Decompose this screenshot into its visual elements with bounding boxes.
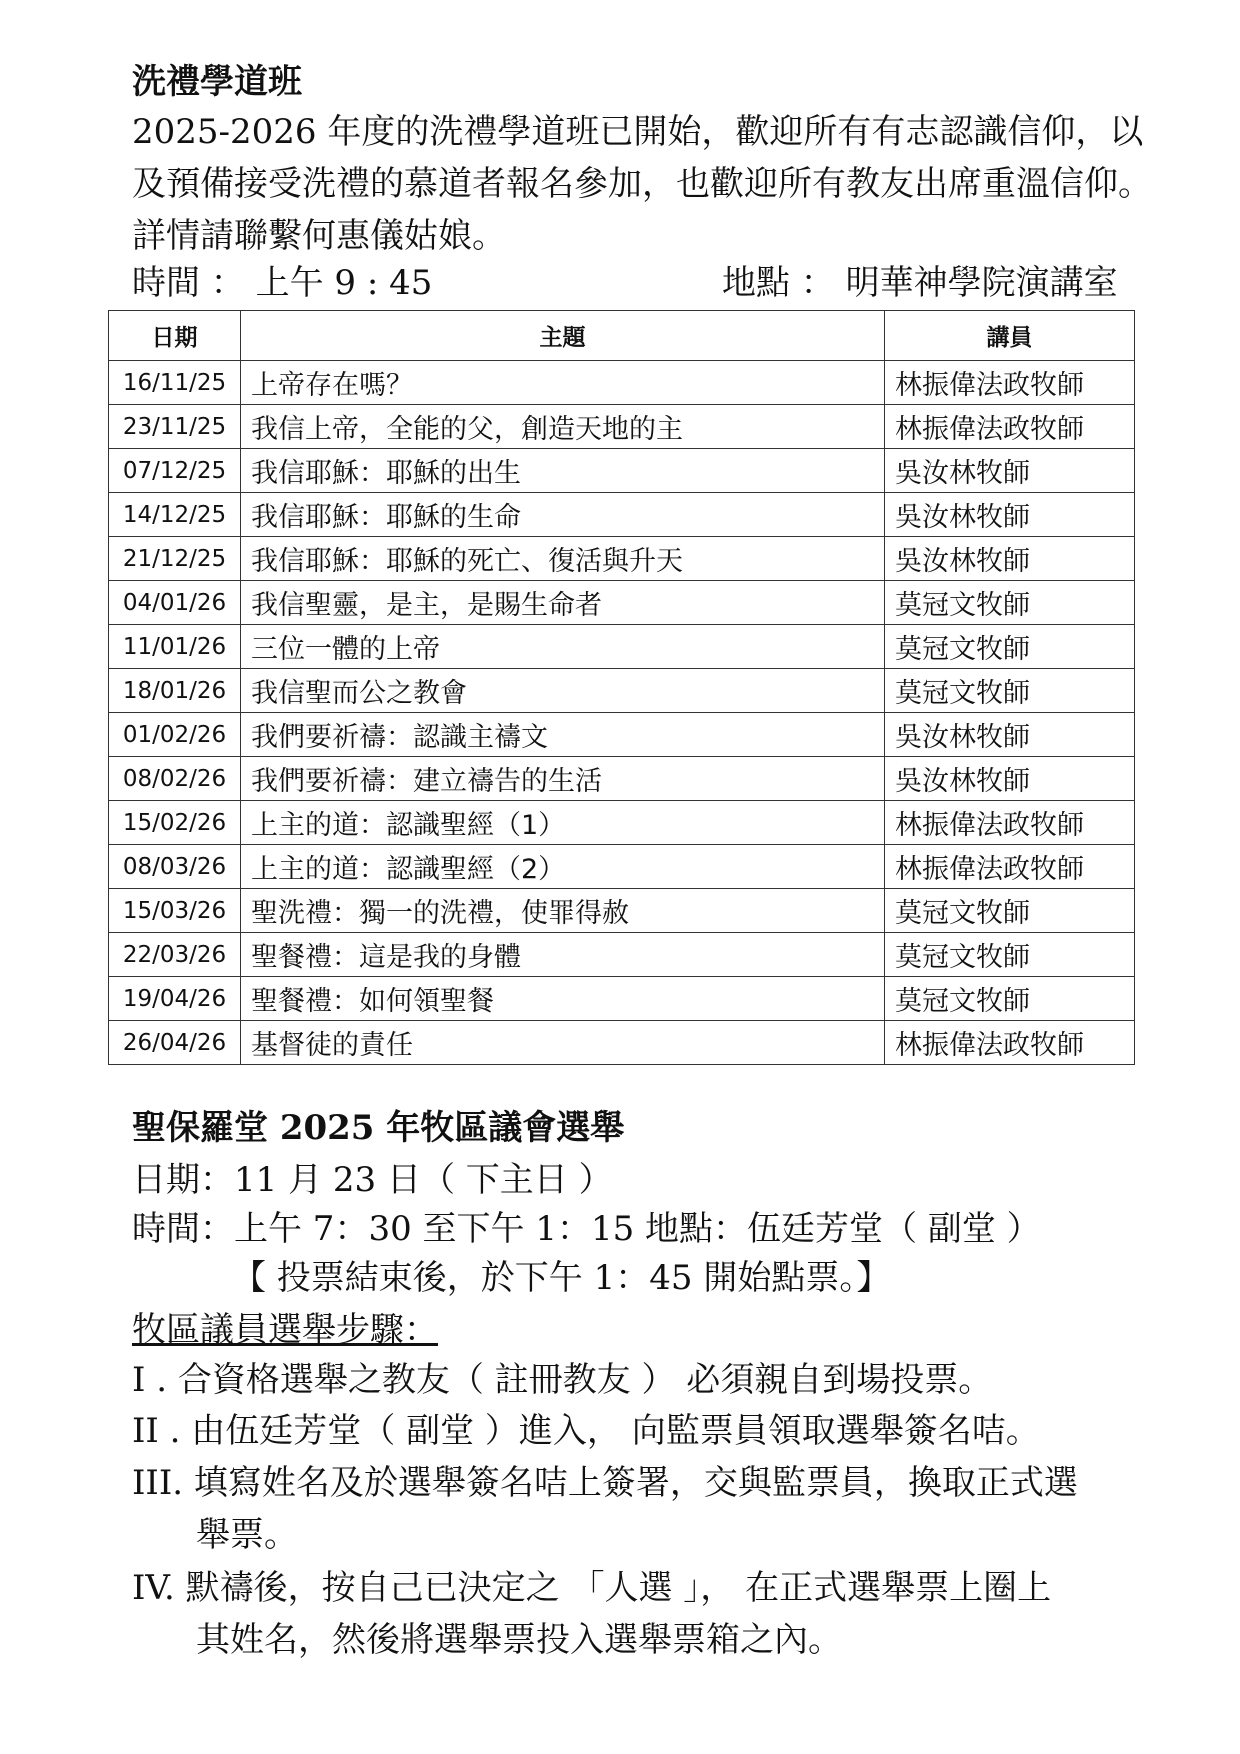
topic-cell: 我們要祈禱：認識主禱文 — [241, 713, 885, 757]
step-text-continued: 舉票。 — [196, 1515, 298, 1555]
table-row — [109, 801, 1135, 845]
topic-cell: 三位一體的上帝 — [241, 625, 885, 669]
speaker-cell: 吳汝林牧師 — [885, 449, 1135, 493]
step-number: IV. — [132, 1568, 175, 1608]
speaker-cell: 吳汝林牧師 — [885, 713, 1135, 757]
schedule-table — [108, 310, 1135, 1065]
date-cell: 08/03/26 — [109, 845, 241, 889]
topic-cell: 聖洗禮：獨一的洗禮，使罪得赦 — [241, 889, 885, 933]
topic-cell: 基督徒的責任 — [241, 1021, 885, 1065]
table-row — [109, 581, 1135, 625]
class-place: 地點 ： 明華神學院演講室 — [722, 263, 1118, 303]
speaker-cell: 吳汝林牧師 — [885, 757, 1135, 801]
date-cell: 19/04/26 — [109, 977, 241, 1021]
table-row — [109, 933, 1135, 977]
date-cell: 21/12/25 — [109, 537, 241, 581]
topic-cell: 我們要祈禱：建立禱告的生活 — [241, 757, 885, 801]
schedule-body — [109, 361, 1135, 1065]
table-row — [109, 845, 1135, 889]
date-cell: 16/11/25 — [109, 361, 241, 405]
step-text: 合資格選舉之教友（ 註冊教友 ） 必須親自到場投票。 — [177, 1360, 993, 1400]
speaker-cell: 莫冠文牧師 — [885, 977, 1135, 1021]
speaker-cell: 莫冠文牧師 — [885, 669, 1135, 713]
date-cell: 07/12/25 — [109, 449, 241, 493]
speaker-cell: 莫冠文牧師 — [885, 933, 1135, 977]
speaker-cell: 吳汝林牧師 — [885, 493, 1135, 537]
table-row — [109, 977, 1135, 1021]
date-cell: 23/11/25 — [109, 405, 241, 449]
class-time: 時間 ： 上午 9 : 45 — [132, 263, 433, 303]
column-header-topic: 主題 — [241, 311, 885, 361]
speaker-cell: 莫冠文牧師 — [885, 581, 1135, 625]
baptism-class-intro — [132, 106, 1192, 262]
table-row — [109, 537, 1135, 581]
speaker-cell: 林振偉法政牧師 — [885, 801, 1135, 845]
table-row — [109, 889, 1135, 933]
speaker-cell: 林振偉法政牧師 — [885, 845, 1135, 889]
election-step — [132, 1405, 1132, 1457]
table-header-row — [109, 311, 1135, 361]
topic-cell: 我信耶穌：耶穌的死亡、復活與升天 — [241, 537, 885, 581]
topic-cell: 上主的道：認識聖經（2） — [241, 845, 885, 889]
table-row — [109, 1021, 1135, 1065]
topic-cell: 聖餐禮：這是我的身體 — [241, 933, 885, 977]
column-header-date: 日期 — [109, 311, 241, 361]
date-cell: 08/02/26 — [109, 757, 241, 801]
speaker-cell: 莫冠文牧師 — [885, 625, 1135, 669]
topic-cell: 上帝存在嗎？ — [241, 361, 885, 405]
intro-line: 詳情請聯繫何惠儀姑娘。 — [132, 216, 506, 256]
election-step — [132, 1562, 1132, 1666]
step-number: III. — [132, 1463, 184, 1503]
table-row — [109, 669, 1135, 713]
date-cell: 15/02/26 — [109, 801, 241, 845]
election-step — [132, 1457, 1132, 1561]
speaker-cell: 林振偉法政牧師 — [885, 1021, 1135, 1065]
topic-cell: 我信上帝，全能的父，創造天地的主 — [241, 405, 885, 449]
step-text: 填寫姓名及於選舉簽名咭上簽署，交與監票員，換取正式選 — [193, 1463, 1078, 1503]
election-time-place: 時間：上午 7：30 至下午 1：15 地點：伍廷芳堂（ 副堂 ） — [132, 1209, 1041, 1249]
table-row — [109, 449, 1135, 493]
step-text: 由伍廷芳堂（ 副堂 ）進入， 向監票員領取選舉簽名咭。 — [191, 1411, 1040, 1451]
table-row — [109, 493, 1135, 537]
date-cell: 04/01/26 — [109, 581, 241, 625]
topic-cell: 我信耶穌：耶穌的出生 — [241, 449, 885, 493]
table-row — [109, 713, 1135, 757]
date-cell: 11/01/26 — [109, 625, 241, 669]
speaker-cell: 莫冠文牧師 — [885, 889, 1135, 933]
intro-line: 2025-2026 年度的洗禮學道班已開始，歡迎所有有志認識信仰，以 — [132, 112, 1144, 152]
intro-line: 及預備接受洗禮的慕道者報名參加，也歡迎所有教友出席重溫信仰。 — [132, 164, 1152, 204]
election-step — [132, 1354, 1132, 1406]
speaker-cell: 林振偉法政牧師 — [885, 405, 1135, 449]
speaker-cell: 吳汝林牧師 — [885, 537, 1135, 581]
counting-note: 【 投票結束後，於下午 1：45 開始點票。】 — [232, 1258, 891, 1298]
column-header-speaker: 講員 — [885, 311, 1135, 361]
step-text: 默禱後，按自己已決定之 「人選 」， 在正式選舉票上圈上 — [185, 1568, 1052, 1608]
date-cell: 15/03/26 — [109, 889, 241, 933]
topic-cell: 我信聖而公之教會 — [241, 669, 885, 713]
topic-cell: 上主的道：認識聖經（1） — [241, 801, 885, 845]
table-row — [109, 405, 1135, 449]
date-cell: 14/12/25 — [109, 493, 241, 537]
date-cell: 18/01/26 — [109, 669, 241, 713]
topic-cell: 我信聖靈，是主，是賜生命者 — [241, 581, 885, 625]
speaker-cell: 林振偉法政牧師 — [885, 361, 1135, 405]
baptism-class-title: 洗禮學道班 — [132, 62, 302, 102]
table-row — [109, 625, 1135, 669]
step-text-continued: 其姓名，然後將選舉票投入選舉票箱之內。 — [196, 1620, 842, 1660]
topic-cell: 我信耶穌：耶穌的生命 — [241, 493, 885, 537]
topic-cell: 聖餐禮：如何領聖餐 — [241, 977, 885, 1021]
election-title: 聖保羅堂 2025 年牧區議會選舉 — [132, 1108, 625, 1148]
election-date: 日期：11 月 23 日（ 下主日 ） — [132, 1160, 613, 1200]
table-row — [109, 361, 1135, 405]
step-number: II . — [132, 1411, 181, 1451]
step-number: I . — [132, 1360, 168, 1400]
date-cell: 26/04/26 — [109, 1021, 241, 1065]
date-cell: 01/02/26 — [109, 713, 241, 757]
election-steps-heading: 牧區議員選舉步驟： — [132, 1310, 438, 1350]
date-cell: 22/03/26 — [109, 933, 241, 977]
table-row — [109, 757, 1135, 801]
